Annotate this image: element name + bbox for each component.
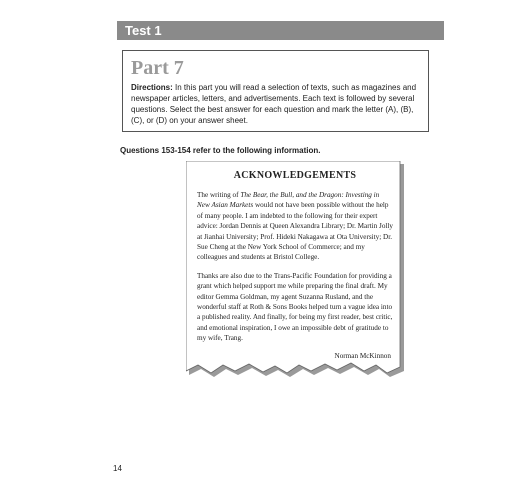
paragraph-1-start: The writing of	[197, 191, 241, 199]
directions-body: In this part you will read a selection of texts, such as magazines and newspaper articles, letters, and advertisements. Each text is followed by several questions. Select the best answer for each question and mark the letter (A), (B), (C), or (D) on your answer sheet.	[131, 83, 417, 125]
acknowledgements-title: ACKNOWLEDGEMENTS	[233, 170, 357, 181]
paragraph-2: Thanks are also due to the Trans-Pacific Foundation for providing a grant which helped support me while preparing the final draft. My editor Gemma Goldman, my agent Suzanna Rusland, and the wonderful staff at Roth & Sons Books helped turn a vague idea into a published reality. And finally, for being my first reader, best critic, and emotional inspiration, I owe an impossible debt of gratitude to my wife, Trang.	[197, 271, 393, 343]
directions-label: Directions:	[131, 83, 173, 92]
paragraph-1-rest: would not have been possible without the help of many people. I am indebted to the following for their expert advice: Jordan Dennis at Queen Alexandra Library; Dr. Martin Jolly at Jianhai University; Prof. Hideki Nakagawa at Ota University; Dr. Sue Cheng at the New York School of Commerce; and my colleagues and students at Bristol College.	[197, 201, 394, 262]
book-title: The Bear, the Bull, and the Dragon: Investing in New Asian Markets	[197, 191, 380, 210]
acknowledgements-document	[186, 161, 404, 381]
signature: Norman McKinnon	[334, 351, 391, 360]
part-title: Part 7	[131, 57, 184, 79]
paragraph-1	[197, 190, 393, 263]
page-number: 14	[113, 464, 122, 473]
questions-heading: Questions 153-154 refer to the following information.	[120, 146, 321, 155]
letter-content	[186, 161, 404, 360]
directions-text	[131, 82, 420, 126]
test-header-bar	[117, 21, 444, 40]
test-label: Test 1	[125, 23, 162, 38]
part-directions-box	[122, 50, 429, 132]
